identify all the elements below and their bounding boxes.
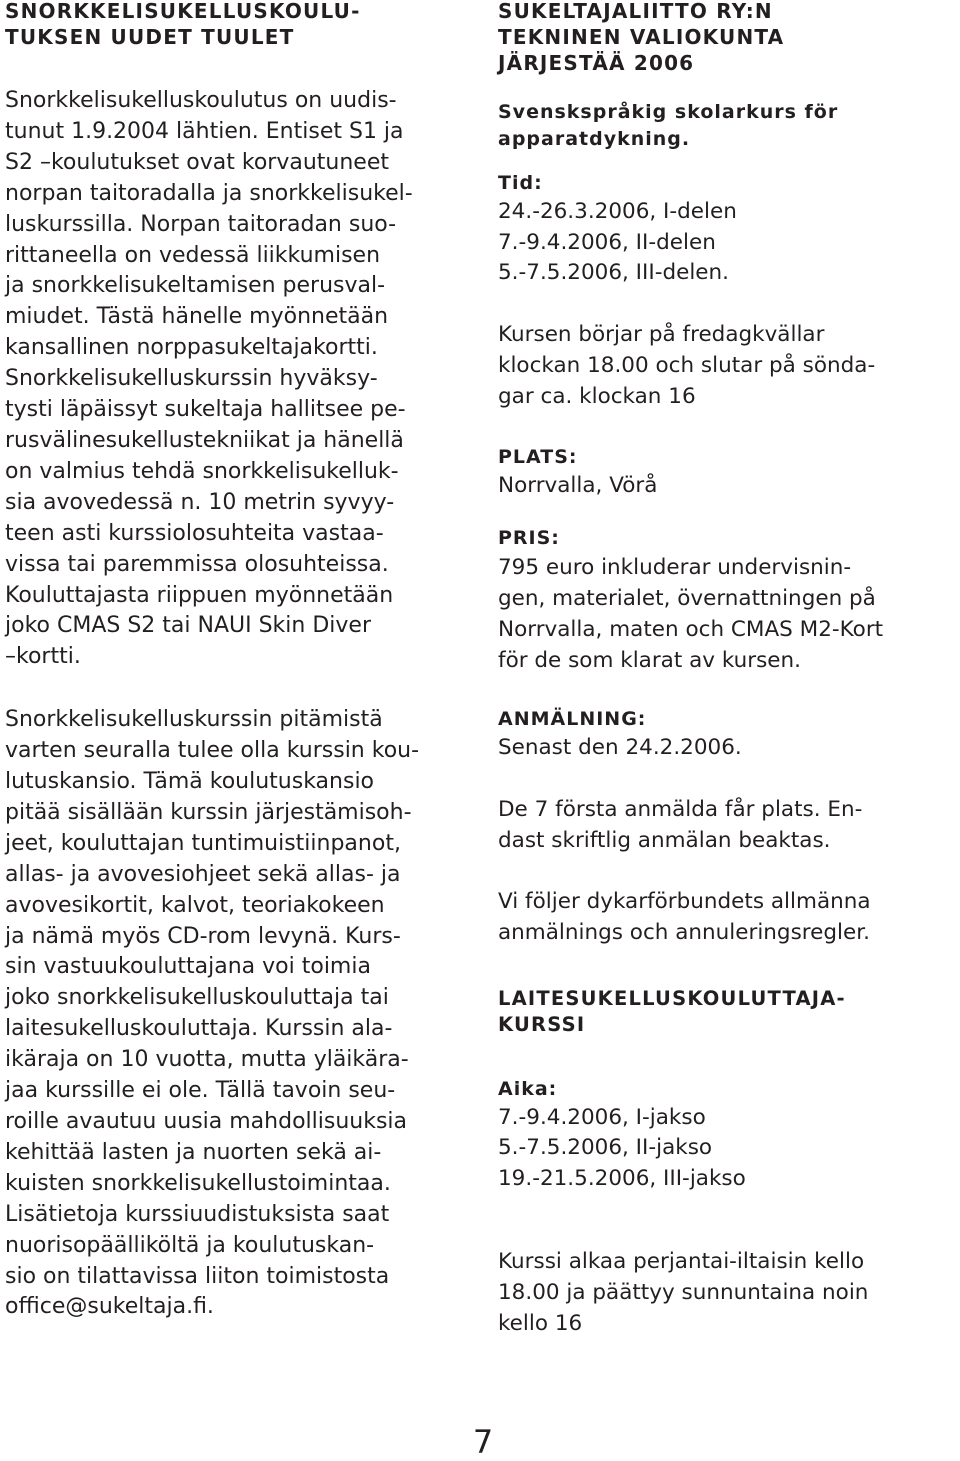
foljer-regler-text: Vi följer dykarförbundets allmänna anmälnings och annuleringsregler. [498,888,871,945]
kurssi-schedule-text: Kurssi alkaa perjantai-iltaisin kello 18.00 ja päättyy sunnuntaina noin kello 16 [498,1249,869,1336]
aika-dates: 7.-9.4.2006, I-jakso 5.-7.5.2006, II-jakso 19.-21.5.2006, III-jakso [498,1104,746,1191]
article-heading: SNORKKELISUKELLUSKOULU- TUKSEN UUDET TUULET [5,0,361,49]
anmalning-value: Senast den 24.2.2006. [498,735,742,760]
kursen-schedule-text: Kursen börjar på fredagkvällar klockan 18.00 och slutar på sönda- gar ca. klockan 16 [498,321,876,409]
anmalning-label: ANMÄLNING: [498,708,647,730]
course-subheading: Svenskspråkig skolarkurs för apparatdykning. [498,101,839,150]
plats-value: Norrvalla, Vörå [498,472,658,498]
left-column [5,0,465,1323]
plats-label: PLATS: [498,445,578,468]
forsta-anmalda-text: De 7 första anmälda får plats. En- dast skriftlig anmälan beaktas. [498,796,863,853]
tid-dates: 24.-26.3.2006, I-delen 7.-9.4.2006, II-delen 5.-7.5.2006, III-delen. [498,199,737,285]
page-number: 7 [472,1423,494,1461]
article-paragraph-1: Snorkkelisukelluskoulutus on uudis- tunut 1.9.2004 lähtien. Entiset S1 ja S2 –koulutukset ovat korvautuneet norpan taitoradalla ja snorkkelisukel- luskurssilla. Norpan taitoradan suo- rittaneella on vedessä liikkumisen ja snorkkelisukeltamisen perusval- miudet. Tästä hänelle myönnetään kansallinen norppasukeltajakortti. Snorkkelisukelluskurssin hyväksy- tysti läpäissyt sukeltaja hallitsee pe- rusvälinesukellustekniikat ja hänellä on valmius tehdä snorkkelisukelluk- sia avovedessä n. 10 metrin syvyy- teen asti kurssiolosuhteita vastaa- vissa tai paremmissa olosuhteissa. Kouluttajasta riippuen myönnetään joko CMAS S2 tai NAUI Skin Diver –kortti. [5,88,413,670]
pris-label: PRIS: [498,527,560,549]
aika-label: Aika: [498,1077,558,1100]
right-column [498,0,958,1339]
announcement-heading: SUKELTAJALIITTO RY:N TEKNINEN VALIOKUNTA JÄRJESTÄÄ 2006 [498,0,785,75]
tid-label: Tid: [498,172,543,194]
laitesukellus-heading: LAITESUKELLUSKOULUTTAJA- KURSSI [498,986,846,1036]
pris-text: 795 euro inkluderar undervisnin- gen, materialet, övernattningen på Norrvalla, maten och CMAS M2-Kort för de som klarat av kursen. [498,555,884,673]
article-paragraph-2: Snorkkelisukelluskurssin pitämistä varten seuralla tulee olla kurssin kou- lutuskansio. Tämä koulutuskansio pitää sisällään kurssin järjestämisoh- jeet, kouluttajan tuntimuistiinpanot, allas- ja avovesiohjeet sekä allas- ja avovesikortit, kalvot, teoriakokeen ja nämä myös CD-rom levynä. Kurs- sin vastuukouluttajana voi toimia joko snorkkelisukelluskouluttaja tai laitesukelluskouluttaja. Kurssin ala- ikäraja on 10 vuotta, mutta yläikära- jaa kurssille ei ole. Tällä tavoin seu- roille avautuu uusia mahdollisuuksia kehittää lasten ja nuorten sekä ai- kuisten snorkkelisukellustoimintaa. Lisätietoja kurssiuudistuksista saat nuorisopäälliköltä ja koulutuskan- sio on tilattavissa liiton toimistosta office@sukeltaja.fi. [5,707,420,1320]
